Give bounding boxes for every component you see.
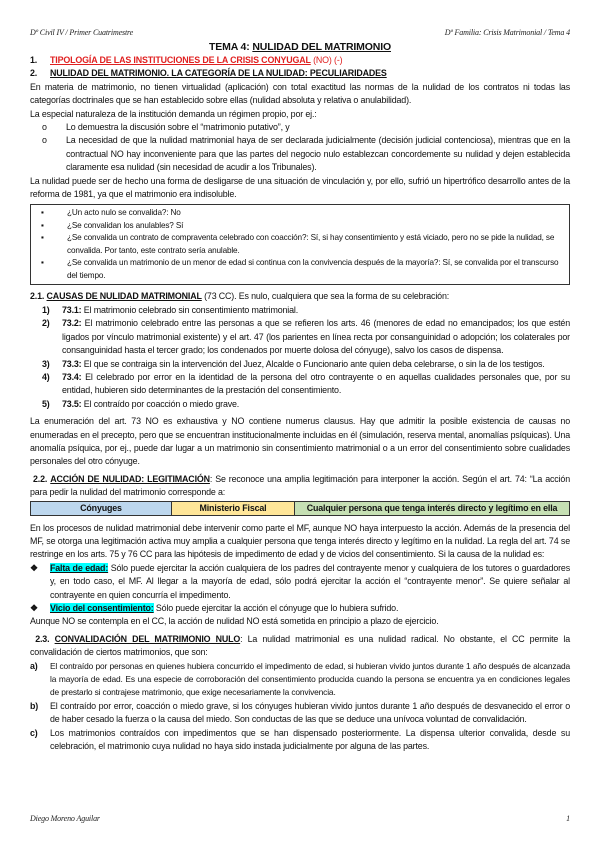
paragraph: La enumeración del art. 73 NO es exhaustiva y NO contiene numerus clausus. Hay que admitir la posible existencia de causas no enumeradas en el precepto, pero que se encuentran institucionalmente incluidas en él (simulación, reserva mental, anomalías psíquicas). Una anomalía psíquica, por ej., puede dar lugar a un matrimonio sin consentimiento matrimonial o a un error del consentimiento sobre cualidades personales del otro cónyuge. [30, 416, 570, 467]
list-item: ❖ Falta de edad: Sólo puede ejercitar la acción cualquiera de los padres del contrayente menor y cualquiera de los tutores o guardadores y, en todo caso, el MF. Al llegar a la mayoría de edad, sólo podrá ejercitar la acción el “contrayente menor”. Se quiere señalar al contrayente en quien concurría el impedimento. [30, 562, 570, 600]
paragraph: La nulidad puede ser de hecho una forma de desligarse de una situación de vinculación y, por ello, sufrió un hipertrófico desarrollo antes de la reforma de 1981, ya que el matrimonio era indisoluble. [30, 175, 570, 200]
table-cell-cualquier-persona: Cualquier persona que tenga interés directo y legítimo en ella [295, 502, 569, 515]
box-item: ▪ ¿Un acto nulo se convalida?: No [35, 207, 565, 220]
list-item [42, 371, 570, 398]
item-number: c) [30, 727, 38, 738]
item-number: 3) [42, 358, 50, 369]
paragraph: Aunque NO se contempla en el CC, la acción de nulidad NO está sometida en principio a plazo de ejercicio. [30, 616, 439, 627]
title-prefix: TEMA 4: [209, 41, 253, 53]
section-text: (73 CC). Es nulo, cualquiera que sea la forma de su celebración: [201, 291, 450, 302]
article-ref: 73.4: [62, 371, 82, 382]
article-ref: 73.5: [62, 398, 82, 409]
bullet-list [30, 121, 570, 175]
header-left: Dº Civil IV / Primer Cuatrimestre [30, 28, 134, 37]
section-number: 2.3. [35, 633, 50, 644]
section-label: NULIDAD DEL MATRIMONIO. LA CATEGORÍA DE LA NULIDAD: PECULIARIDADES [50, 68, 387, 79]
list-item: o La necesidad de que la nulidad matrimonial haya de ser declarada judicialmente (decisión judicial contenciosa), mientras que en la contractual NO hay inconveniente para que las partes del negocio nulo establezcan concordemente su nulidad y dejen establecida claramente esa nulidad (sin necesidad de acudir a los Tribunales). [30, 134, 570, 174]
section-number: 2. [30, 68, 38, 79]
section-number: 1. [30, 55, 38, 65]
article-ref: 73.2: [62, 318, 82, 329]
section-label: ACCIÓN DE NULIDAD: LEGITIMACIÓN [50, 473, 210, 484]
page-number: 1 [566, 814, 570, 823]
highlight-label: Vicio del consentimiento: [50, 603, 154, 613]
table-cell-conyuges: Cónyuges [31, 502, 172, 515]
item-text: El celebrado por error en la identidad de la persona del otro contrayente o en aquellas cualidades personales que, por su entidad, hubieren sido determinantes de la prestación del consentimiento. [62, 371, 570, 396]
item-text: El que se contraiga sin la intervención del Juez, Alcalde o Funcionario ante quien deba celebrarse, o sin la de los testigos. [81, 358, 545, 369]
item-number: 2) [42, 318, 50, 329]
section-number: 2.2. [33, 473, 48, 484]
section-label: TIPOLOGÍA DE LAS INSTITUCIONES DE LA CRISIS CONYUGAL [50, 55, 311, 65]
list-item [42, 358, 570, 371]
list-item [42, 317, 570, 357]
box-item: ▪ ¿Se convalida un matrimonio de un menor de edad si continua con la convivencia después de la mayoría?: Sí, se convalida por el transcurso del tiempo. [35, 257, 565, 282]
paragraph: La especial naturaleza de la institución demanda un régimen propio, por ej.: [30, 108, 317, 119]
list-item [30, 660, 570, 700]
section-label: CONVALIDACIÓN DEL MATRIMONIO NULO [54, 633, 241, 644]
item-text: El matrimonio celebrado sin consentimiento matrimonial. [81, 304, 299, 315]
table-cell-ministerio-fiscal: Ministerio Fiscal [172, 502, 295, 515]
box-item: ▪ ¿Se convalidan los anulables? Sí [35, 220, 565, 233]
box-item-text: ¿Se convalidan los anulables? Sí [67, 220, 184, 230]
item-text: El contraído por personas en quienes hubiera concurrido el impedimento de edad, si hubieran vivido juntos durante 1 año después de alcanzada la mayoría de edad. Es una especie de corroboración del consentimiento producida cuando la persona se encuentra ya en condiciones legales de prestarlo si contrajese matrimonio, que exige necesariamente la convivencia. [50, 660, 570, 698]
item-number: b) [30, 700, 39, 711]
causes-list [30, 304, 570, 411]
list-item: ❖ Vicio del consentimiento: Sólo puede ejercitar la acción el cónyuge que lo hubiera sufrido. [30, 603, 399, 613]
header-right: Dº Familia: Crisis Matrimonial / Tema 4 [444, 28, 570, 37]
box-item-text: ¿Se convalida un matrimonio de un menor de edad si continua con la convivencia después de la mayoría?: Sí, se convalida por el transcurso del tiempo. [67, 258, 559, 280]
paragraph: En materia de matrimonio, no tienen virtualidad (aplicación) con total exactitud las normas de la nulidad de los contratos ni todas las categorías doctrinales que se han establecido sobre ellas (nulidad absoluta y relativa o anulabilidad). [30, 81, 570, 106]
list-item [42, 304, 570, 317]
section-2-heading [30, 67, 570, 80]
item-number: 5) [42, 398, 50, 409]
section-2-1-intro [30, 290, 570, 303]
item-text: El matrimonio celebrado entre las personas a que se refieren los arts. 46 (menores de edad no emancipados; los que estén ligados por vínculo matrimonial existente) y el art. 47 (los parientes en línea recta por consanguinidad o adopción; los colaterales por consanguinidad hasta el tercer grado; los condenados por muerte dolosa del cónyuge), salvo los casos de dispensa. [62, 318, 570, 356]
item-text: Sólo puede ejercitar la acción el cónyuge que lo hubiera sufrido. [153, 603, 399, 613]
paragraph: En los procesos de nulidad matrimonial debe intervenir como parte el MF, aunque NO haya interpuesto la acción. Además de la presencia del MF, se otorga una legitimación activa muy amplia a cualquier persona que tenga interés directo y legítimo en la nulidad. La regla del art. 74 se restringe en los arts. 75 y 76 CC para las hipótesis de impedimento de edad y de vicios del consentimiento. Si la causa de la nulidad es: [30, 522, 570, 560]
list-item: o Lo demuestra la discusión sobre el “matrimonio putativo”, y [30, 121, 570, 134]
section-label: CAUSAS DE NULIDAD MATRIMONIAL [46, 291, 202, 302]
list-item [30, 727, 570, 754]
page-title [30, 40, 570, 54]
section-number: 2.1. [30, 291, 45, 302]
article-ref: 73.3: [62, 358, 82, 369]
section-suffix: (NO) (-) [310, 55, 343, 65]
item-text: El contraído por error, coacción o miedo grave, si los cónyuges hubieran vivido juntos durante 1 año después de desvanecido el error o de haber cesado la fuerza o la causa del miedo. Son conductas de las que se deduce una unívoca voluntad de convalidación. [50, 700, 570, 725]
list-item [30, 700, 570, 727]
list-item-text: Lo demuestra la discusión sobre el “matrimonio putativo”, y [66, 122, 290, 133]
list-item [42, 398, 570, 411]
section-2-2-intro [30, 473, 570, 500]
highlight-label: Falta de edad: [50, 562, 109, 573]
box-item-text: ¿Se convalida un contrato de compraventa celebrado con coacción?: Sí, si hay consentimiento y está viciado, pero no se pide la nulidad, se convalida. Por tanto, este contrato sería anulable. [67, 233, 555, 255]
item-number: 4) [42, 371, 50, 382]
convalidation-list [30, 660, 570, 754]
list-item-text: La necesidad de que la nulidad matrimonial haya de ser declarada judicialmente (decisión judicial contenciosa), mientras que en la contractual NO hay inconveniente para que las partes del negocio nulo establezcan concordemente su nulidad y dejen establecida claramente esa nulidad (sin necesidad de acudir a los Tribunales). [66, 135, 570, 173]
item-text: Los matrimonios contraídos con impedimentos que se han dispensado posteriormente. La dispensa ulterior convalida, desde su celebración, el matrimonio cuya nulidad no haya sido instada judicialmente por alguna de las partes. [50, 727, 570, 752]
legitimation-table [30, 501, 570, 516]
item-number: 1) [42, 304, 50, 315]
box-item: ▪ ¿Se convalida un contrato de compraventa celebrado con coacción?: Sí, si hay consentimiento y está viciado, pero no se pide la nulidad, se convalida. Por tanto, este contrato sería anulable. [35, 232, 565, 257]
item-number: a) [30, 660, 38, 671]
item-text: El contraído por coacción o miedo grave. [81, 398, 240, 409]
section-text: : Se reconoce una amplia legitimación para interponer la acción. Según el art. 74: “La acción para pedir la nulidad del matrimonio corresponde a: [30, 473, 570, 498]
cause-list [30, 562, 570, 616]
article-ref: 73.1: [62, 304, 82, 315]
document-body [30, 40, 570, 753]
section-text: : La nulidad matrimonial es una nulidad radical. No obstante, el CC permite la convalidación de ciertos matrimonios, que son: [30, 633, 570, 658]
section-2-3-intro [30, 633, 570, 660]
box-item-text: ¿Un acto nulo se convalida?: No [67, 208, 181, 218]
footer-author: Diego Moreno Aguilar [30, 814, 100, 823]
qa-box [30, 204, 570, 285]
section-1-heading [30, 54, 570, 67]
title-main: NULIDAD DEL MATRIMONIO [252, 41, 391, 53]
item-text: Sólo puede ejercitar la acción cualquiera de los padres del contrayente menor y cualquiera de los tutores o guardadores y, en todo caso, el MF. Al llegar a la mayoría de edad, sólo podrá ejercitar la acción el “contrayente menor”. Se quiere señalar al contrayente en quien concurría el impedimento. [50, 562, 570, 600]
